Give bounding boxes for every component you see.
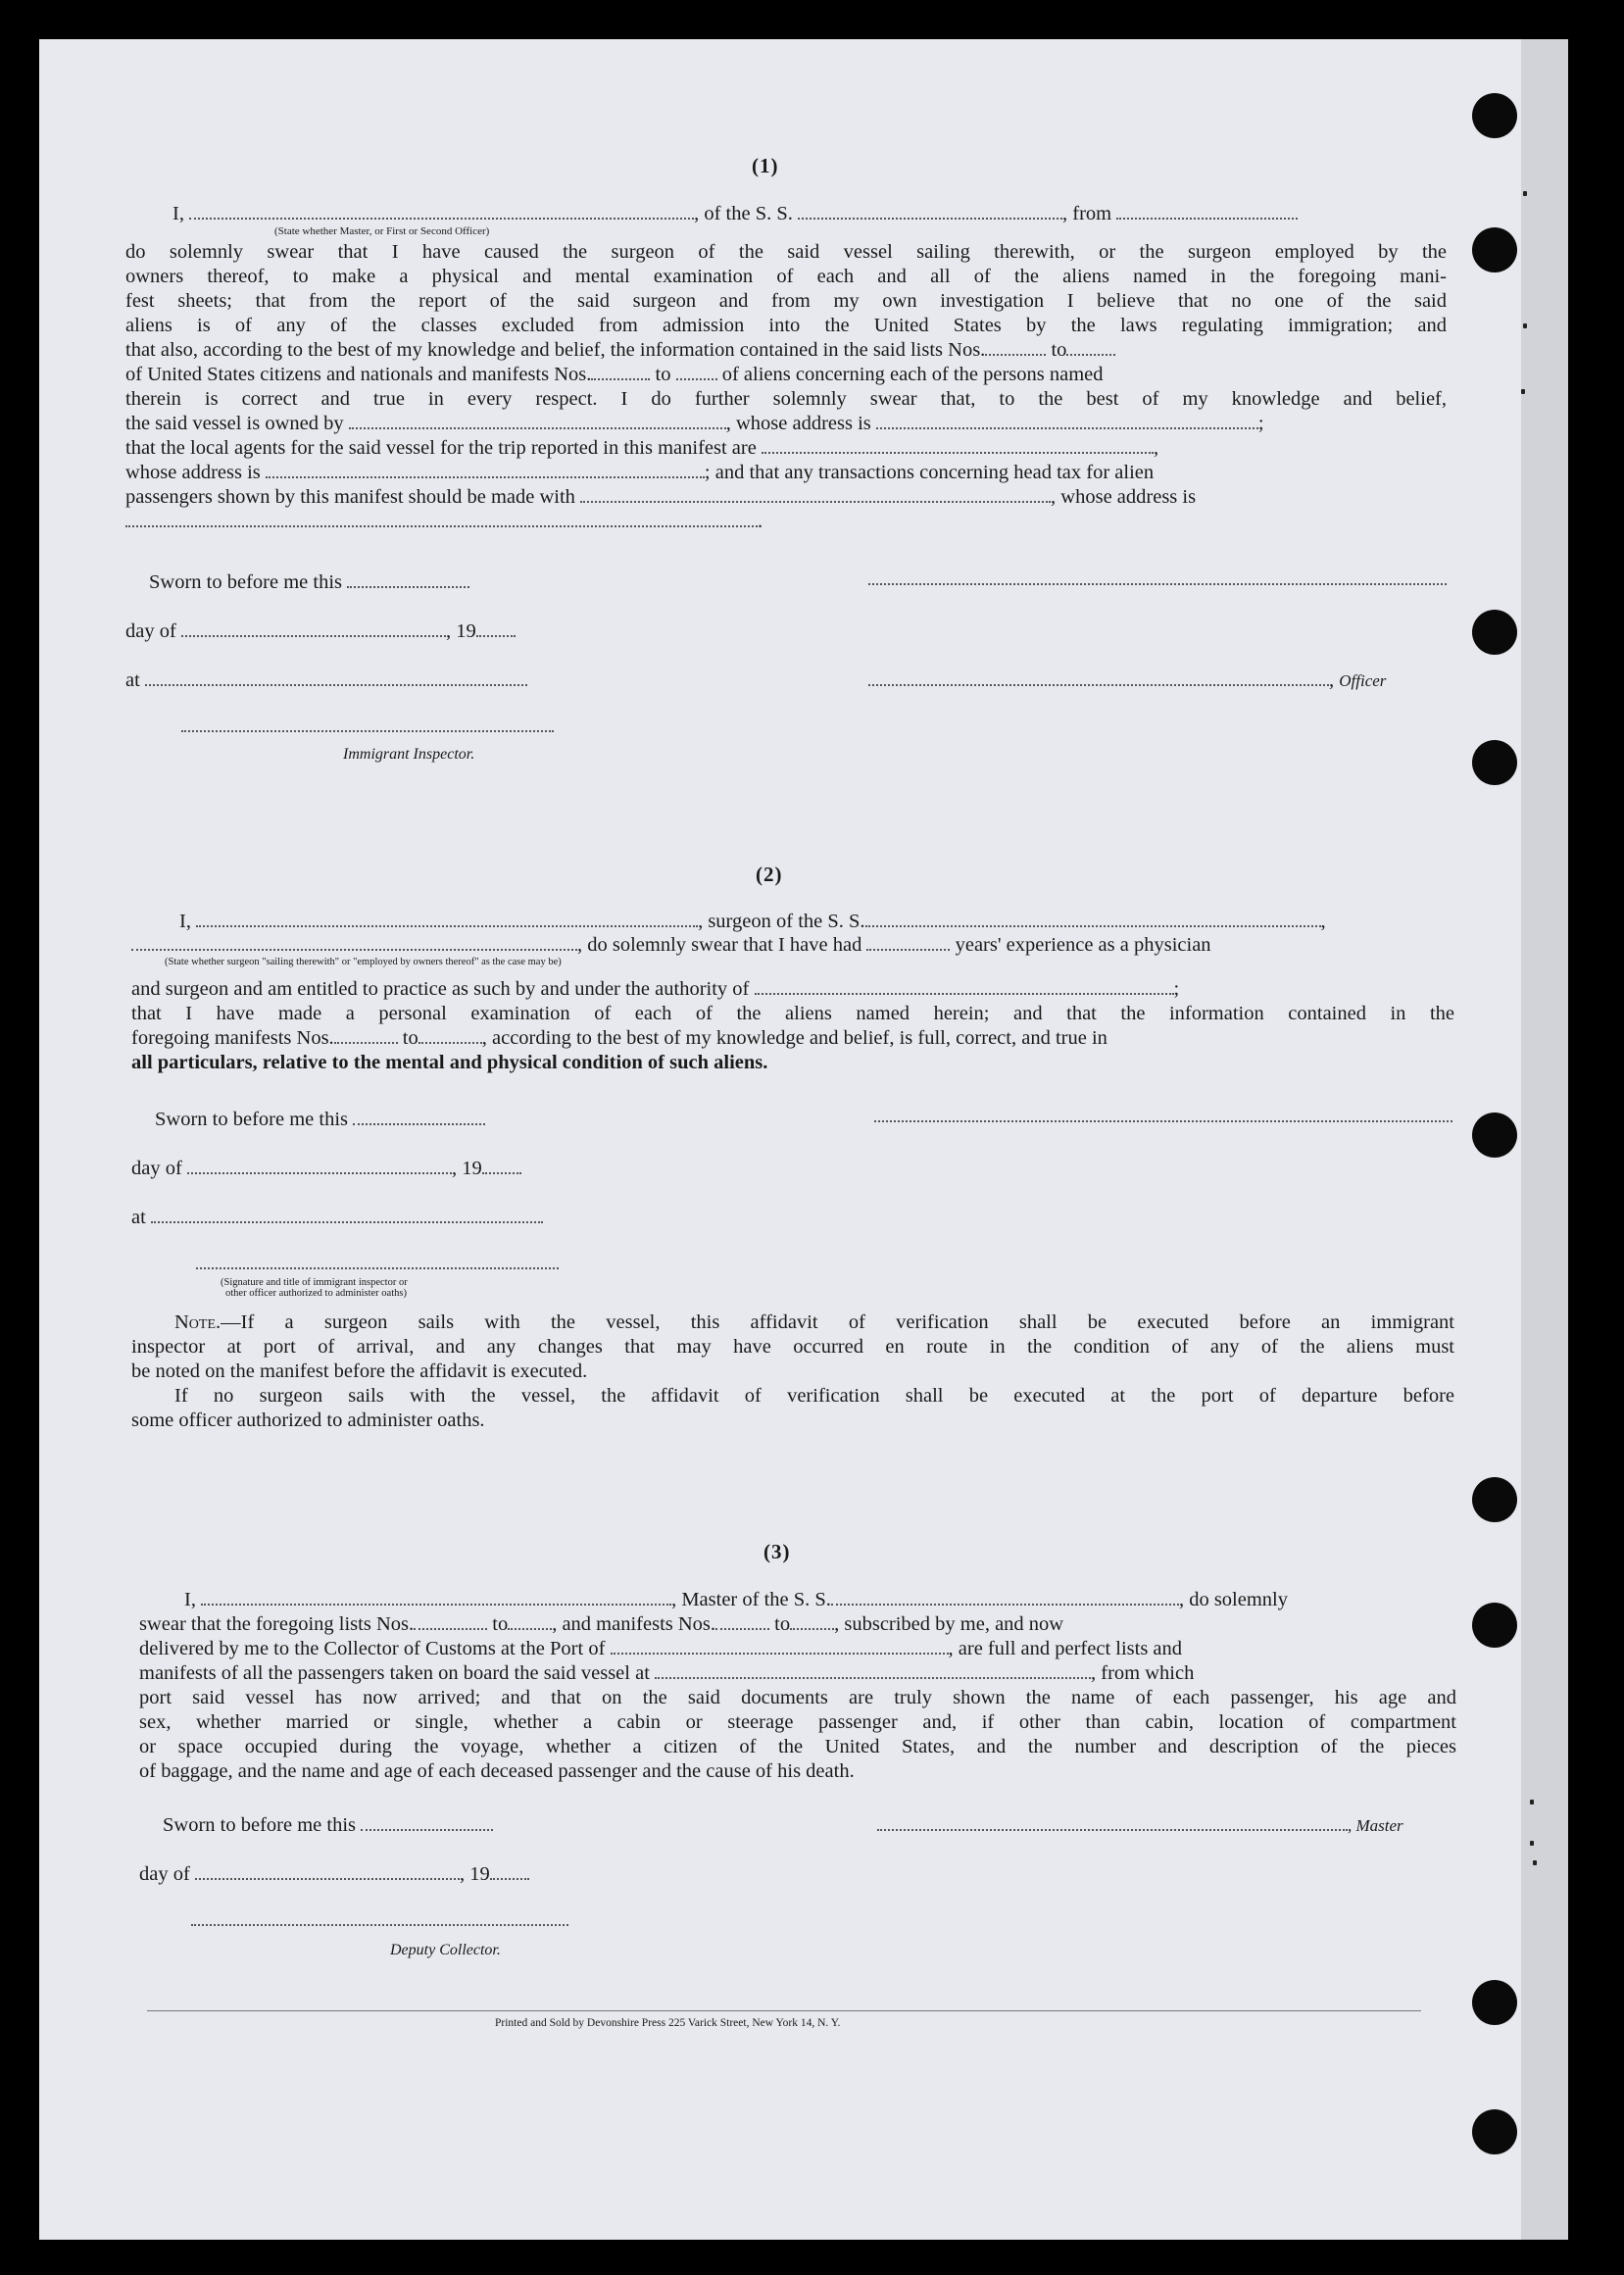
s1-manifests-text: of United States citizens and nationals and manifests Nos.: [125, 364, 592, 385]
s1-body: owners thereof, to make a physical and mental examination of each and all of the aliens named in the foregoing mani-: [125, 266, 1447, 287]
s2-surgeon-of: , surgeon of the S. S.: [698, 911, 865, 932]
s3-manifests-to-field[interactable]: [790, 1613, 834, 1630]
s3-from-which: , from which: [1091, 1662, 1195, 1684]
s3-manifests-from-field[interactable]: [715, 1613, 769, 1630]
embark-port-field[interactable]: [655, 1662, 1091, 1679]
s3-line-1: [184, 1588, 1456, 1612]
note-line: inspector at port of arrival, and any changes that may have occurred en route in the condition of any of the aliens must: [131, 1336, 1454, 1358]
s3-sworn-label: Sworn to before me this: [163, 1814, 356, 1836]
s3-master: [877, 1813, 1403, 1838]
s2-sworn-label: Sworn to before me this: [155, 1109, 348, 1130]
s2-body: [131, 1026, 1454, 1051]
s2-manifests-to-field[interactable]: [418, 1027, 482, 1044]
s2-swear: , do solemnly swear that I have had: [577, 934, 862, 956]
s1-from: , from: [1062, 203, 1112, 224]
owner-field[interactable]: [349, 413, 726, 429]
s2-line-2: [131, 933, 1211, 958]
s1-to: to: [1051, 339, 1067, 361]
s3-to: to: [492, 1613, 509, 1635]
punch-hole: [1472, 1113, 1517, 1158]
s2-according: , according to the best of my knowledge and belief, is full, correct, and true in: [481, 1027, 1107, 1049]
s3-19: , 19: [459, 1863, 490, 1885]
sworn-place-field[interactable]: [145, 669, 527, 686]
s1-body: [125, 510, 763, 534]
note-line: be noted on the manifest before the affidavit is executed.: [131, 1360, 588, 1382]
form-page: [39, 39, 1568, 2240]
s1-aliens-text: of aliens concerning each of the persons named: [721, 364, 1104, 385]
s2-body: [131, 977, 1454, 1002]
s2-sworn-month-field[interactable]: [187, 1158, 452, 1174]
local-agents-field[interactable]: [762, 437, 1154, 454]
s2-sworn: [155, 1108, 485, 1132]
s3-body: [139, 1637, 1456, 1661]
inspector-label: Immigrant Inspector.: [343, 746, 475, 763]
s1-sworn: [149, 570, 469, 595]
s1-sworn-label: Sworn to before me this: [149, 571, 342, 593]
note-head: Note.: [174, 1311, 221, 1333]
s1-whose-address: , whose address is: [1051, 486, 1197, 508]
s3-master-of: , Master of the S. S.: [671, 1589, 831, 1610]
head-tax-contact-field[interactable]: [580, 486, 1051, 503]
s1-body: [125, 412, 1447, 436]
s1-at-label: at: [125, 669, 140, 691]
s1-owned-by: the said vessel is owned by: [125, 413, 344, 434]
agents-address-field[interactable]: [266, 462, 705, 478]
s1-dayof-label: day of: [125, 620, 176, 642]
s1-line-1: [172, 202, 1447, 226]
punch-hole: [1472, 1477, 1517, 1522]
speck: [1523, 191, 1527, 196]
s2-at-label: at: [131, 1207, 146, 1228]
s2-body: that I have made a personal examination of each of the aliens named herein; and that the information contained in the: [131, 1003, 1454, 1024]
s1-body: do solemnly swear that I have caused the surgeon of the said vessel sailing therewith, or the surgeon employed by the: [125, 241, 1447, 263]
s2-comma: ,: [1320, 911, 1326, 932]
s3-body: sex, whether married or single, whether a cabin or steerage passenger and, if other than cabin, location of compartment: [139, 1711, 1456, 1733]
punch-hole: [1472, 2109, 1517, 2154]
officer-label: Officer: [1339, 671, 1387, 690]
note-line: [174, 1311, 1454, 1335]
s2-line-1: [179, 910, 1326, 934]
s2-inspector-caption: other officer authorized to administer oaths): [225, 1288, 407, 1299]
printer-imprint: Printed and Sold by Devonshire Press 225 Varick Street, New York 14, N. Y.: [495, 2017, 841, 2029]
s1-i: I,: [172, 203, 184, 224]
s3-sworn: [163, 1813, 493, 1838]
section-number: (1): [752, 154, 779, 177]
punch-hole: [1472, 227, 1517, 272]
s2-body: all particulars, relative to the mental and physical condition of such aliens.: [131, 1052, 768, 1073]
surgeon-status-field[interactable]: [131, 934, 577, 951]
s3-body: [139, 1612, 1456, 1637]
s1-comma: ,: [1153, 437, 1159, 459]
s2-sworn-year-field[interactable]: [482, 1158, 521, 1174]
owner-address-field[interactable]: [876, 413, 1258, 429]
s2-sworn-day-field[interactable]: [353, 1109, 485, 1125]
lists-to-field[interactable]: [1066, 339, 1115, 356]
s1-semicolon: ;: [1257, 413, 1264, 434]
sworn-day-field[interactable]: [347, 571, 469, 588]
s3-lists: swear that the foregoing lists Nos.: [139, 1613, 415, 1635]
speck: [1530, 1800, 1534, 1805]
collector-signature-field[interactable]: [191, 1924, 568, 1926]
s1-body: therein is correct and true in every respect. I do further solemnly swear that, to the best of my knowledge and belief,: [125, 388, 1447, 410]
s3-delivered: delivered by me to the Collector of Customs at the Port of: [139, 1638, 606, 1659]
surgeon-signature-field[interactable]: [874, 1120, 1452, 1122]
s2-manifests: foregoing manifests Nos.: [131, 1027, 334, 1049]
s2-at: [131, 1206, 543, 1230]
s2-inspector-caption: (Signature and title of immigrant inspector or: [221, 1277, 408, 1288]
s1-19: , 19: [445, 620, 476, 642]
years-field[interactable]: [866, 934, 950, 951]
speck: [1523, 323, 1527, 328]
s3-body: port said vessel has now arrived; and that on the said documents are truly shown the name of each passenger, his age and: [139, 1687, 1456, 1708]
s1-body: [125, 436, 1447, 461]
s1-whose-address: , whose address is: [725, 413, 871, 434]
s1-body: [125, 363, 1447, 387]
punch-hole: [1472, 610, 1517, 655]
s1-body: [125, 485, 1447, 510]
manifests-to-field[interactable]: [676, 364, 717, 380]
s2-inspector-signature-field[interactable]: [196, 1267, 559, 1269]
s1-body: aliens is of any of the classes excluded from admission into the United States by the laws regulating immigration; and: [125, 315, 1447, 336]
lists-from-field[interactable]: [985, 339, 1046, 356]
note-line: If no surgeon sails with the vessel, the affidavit of verification shall be executed at the port of departure before: [174, 1385, 1454, 1407]
s3-vessel-field[interactable]: [831, 1589, 1179, 1606]
manifests-from-field[interactable]: [591, 364, 650, 380]
s1-lists-text: that also, according to the best of my knowledge and belief, the information contained in the said lists Nos.: [125, 339, 986, 361]
s2-sworn-place-field[interactable]: [151, 1207, 543, 1223]
s2-19: , 19: [451, 1158, 482, 1179]
s3-body: or space occupied during the voyage, whether a citizen of the United States, and the number and description of the pieces: [139, 1736, 1456, 1757]
port-from-field[interactable]: [1116, 203, 1298, 220]
sworn-year-field[interactable]: [476, 620, 516, 637]
s1-officer: , Officer: [868, 668, 1386, 693]
s2-vessel-field[interactable]: [865, 911, 1321, 927]
note-text: —If a surgeon sails with the vessel, this affidavit of verification shall be executed before an immigrant: [221, 1311, 1454, 1333]
master-signature-field[interactable]: [877, 1814, 1348, 1831]
s3-lists-to-field[interactable]: [508, 1613, 552, 1630]
sworn-month-field[interactable]: [181, 620, 446, 637]
head-tax-address-field[interactable]: [125, 511, 758, 527]
punch-hole: [1472, 1980, 1517, 2025]
s1-at: [125, 668, 527, 693]
s3-sworn-day-field[interactable]: [361, 1814, 493, 1831]
s3-body: of baggage, and the name and age of each deceased passenger and the cause of his death.: [139, 1760, 855, 1782]
speck: [1521, 389, 1525, 394]
officer-title-caption: (State whether Master, or First or Second Officer): [274, 225, 490, 237]
s1-of-ss: , of the S. S.: [694, 203, 793, 224]
s3-dayof: [139, 1862, 529, 1887]
s3-lists-from-field[interactable]: [414, 1613, 487, 1630]
officer-signature-field[interactable]: [868, 583, 1447, 585]
port-of-field[interactable]: [611, 1638, 949, 1655]
s3-sworn-year-field[interactable]: [490, 1863, 529, 1880]
speck: [1530, 1841, 1534, 1846]
s2-dayof-label: day of: [131, 1158, 182, 1179]
inspector-signature-field[interactable]: [181, 730, 554, 732]
speck: [1533, 1860, 1537, 1865]
s3-manifests: , and manifests Nos.: [552, 1613, 716, 1635]
s2-semicolon: ;: [1173, 978, 1180, 1000]
s3-body: [139, 1661, 1456, 1686]
punch-hole: [1472, 740, 1517, 785]
s1-passengers: passengers shown by this manifest should be made with: [125, 486, 575, 508]
s3-i: I,: [184, 1589, 196, 1610]
authority-field[interactable]: [755, 978, 1174, 995]
s2-years: years' experience as a physician: [955, 934, 1211, 956]
s1-body: [125, 338, 1447, 363]
s3-subscribed: , subscribed by me, and now: [834, 1613, 1064, 1635]
s3-taken-on-board: manifests of all the passengers taken on board the said vessel at: [139, 1662, 650, 1684]
s1-period: .: [758, 511, 763, 532]
s1-whose-address: whose address is: [125, 462, 261, 483]
s3-solemnly: , do solemnly: [1178, 1589, 1288, 1610]
officer-title-field[interactable]: [189, 203, 694, 220]
s3-dayof-label: day of: [139, 1863, 190, 1885]
section-number: (3): [763, 1540, 791, 1563]
s2-manifests-from-field[interactable]: [334, 1027, 398, 1044]
s3-to: to: [774, 1613, 791, 1635]
s1-body: [125, 461, 1447, 485]
surgeon-status-caption: (State whether surgeon "sailing therewith" or "employed by owners thereof" as the case may be): [165, 957, 562, 967]
master-name-field[interactable]: [201, 1589, 671, 1606]
s2-dayof: [131, 1157, 521, 1181]
page-edge: [1521, 39, 1568, 2240]
s2-to: to: [402, 1027, 418, 1049]
surgeon-name-field[interactable]: [196, 911, 698, 927]
footer-rule: [147, 2010, 1421, 2011]
punch-hole: [1472, 93, 1517, 138]
master-label: , Master: [1348, 1816, 1403, 1835]
s1-head-tax: ; and that any transactions concerning head tax for alien: [704, 462, 1155, 483]
section-number: (2): [756, 863, 783, 886]
punch-hole: [1472, 1603, 1517, 1648]
s2-i: I,: [179, 911, 191, 932]
s1-to: to: [655, 364, 671, 385]
officer-name-field[interactable]: [868, 669, 1329, 686]
s1-dayof: [125, 619, 516, 644]
vessel-name-field[interactable]: [798, 203, 1062, 220]
s2-authority: and surgeon and am entitled to practice as such by and under the authority of: [131, 978, 750, 1000]
note-line: some officer authorized to administer oaths.: [131, 1410, 485, 1431]
collector-label: Deputy Collector.: [390, 1942, 501, 1958]
s3-sworn-month-field[interactable]: [195, 1863, 460, 1880]
s1-local-agents: that the local agents for the said vessel for the trip reported in this manifest are: [125, 437, 757, 459]
s1-body: fest sheets; that from the report of the said surgeon and from my own investigation I believe that no one of the said: [125, 290, 1447, 312]
s3-full-lists: , are full and perfect lists and: [948, 1638, 1183, 1659]
